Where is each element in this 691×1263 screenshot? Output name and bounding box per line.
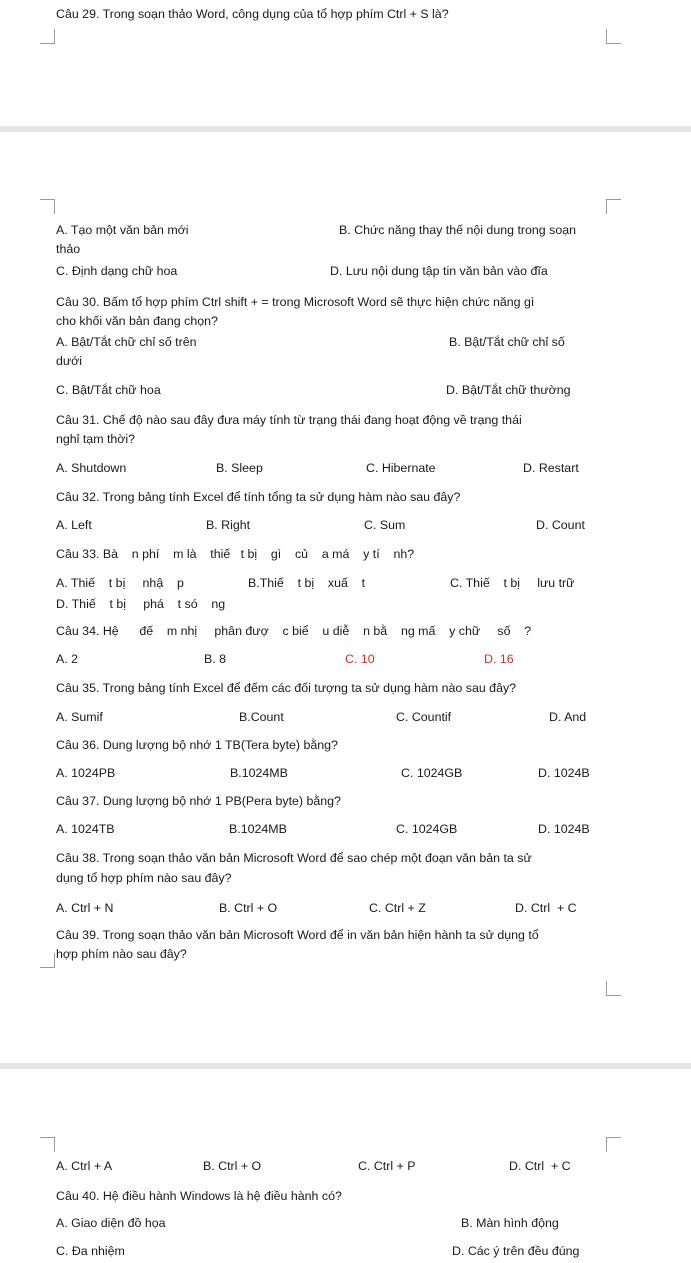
q39-option-d: D. Ctrl + C — [509, 1159, 571, 1173]
question-38-line1: Câu 38. Trong soạn thảo văn bản Microsoft Word để sao chép một đoạn văn bản ta sử — [56, 851, 532, 865]
q38-option-d: D. Ctrl + C — [515, 901, 577, 915]
q35-option-d: D. And — [549, 710, 587, 724]
q34-option-c: C. 10 — [345, 652, 375, 666]
q33-option-c: C. Thiế t bị lưu trữ — [450, 576, 575, 590]
q31-option-a: A. Shutdown — [56, 461, 127, 475]
question-31-line1: Câu 31. Chế độ nào sau đây đưa máy tính từ trạng thái đang hoạt động về trạng thái — [56, 413, 522, 427]
question-38-line2: dụng tổ hợp phím nào sau đây? — [56, 871, 232, 885]
question-29: Câu 29. Trong soạn thảo Word, công dụng của tổ hợp phím Ctrl + S là? — [56, 7, 449, 21]
question-40: Câu 40. Hệ điều hành Windows là hệ điều hành có? — [56, 1189, 342, 1203]
question-30-line1: Câu 30. Bấm tổ hợp phím Ctrl shift + = trong Microsoft Word sẽ thực hiện chức năng gì — [56, 295, 535, 309]
q29-option-d: D. Lưu nội dung tập tin văn bản vào đĩa — [330, 264, 548, 278]
q34-option-d: D. 16 — [484, 652, 514, 666]
q33-option-d: D. Thiế t bị phá t só ng — [56, 597, 226, 611]
q39-option-b: B. Ctrl + O — [203, 1159, 262, 1173]
question-33: Câu 33. Bà n phí m là thiế t bị gì củ a má y tí nh? — [56, 547, 415, 561]
q32-option-a: A. Left — [56, 518, 92, 532]
crop-mark — [40, 29, 55, 44]
q31-option-b: B. Sleep — [216, 461, 263, 475]
q35-option-b: B.Count — [239, 710, 284, 724]
crop-mark — [606, 199, 621, 214]
question-34: Câu 34. Hệ đế m nhị phân đượ c biể u diễ n bằ ng mấ y chữ số ? — [56, 624, 532, 638]
q30-option-c: C. Bật/Tắt chữ hoa — [56, 383, 161, 397]
q37-option-a: A. 1024TB — [56, 822, 115, 836]
crop-mark — [40, 1137, 55, 1152]
q40-option-b: B. Màn hình động — [461, 1216, 559, 1230]
crop-mark — [606, 1137, 621, 1152]
q30-option-b-continued: dưới — [56, 354, 83, 368]
q35-option-a: A. Sumif — [56, 710, 103, 724]
q30-option-d: D. Bật/Tắt chữ thường — [446, 383, 571, 397]
q29-option-b: B. Chức năng thay thế nội dung trong soạn — [339, 223, 576, 237]
q29-option-a-continued: thảo — [56, 242, 81, 256]
q29-option-c: C. Định dạng chữ hoa — [56, 264, 178, 278]
q40-option-a: A. Giao diện đồ họa — [56, 1216, 166, 1230]
q35-option-c: C. Countif — [396, 710, 452, 724]
q36-option-a: A. 1024PB — [56, 766, 116, 780]
crop-mark — [40, 199, 55, 214]
crop-mark — [606, 981, 621, 996]
question-39-line2: hợp phím nào sau đây? — [56, 947, 187, 961]
question-32: Câu 32. Trong bảng tính Excel để tính tổng ta sử dụng hàm nào sau đây? — [56, 490, 461, 504]
q38-option-c: C. Ctrl + Z — [369, 901, 426, 915]
q36-option-d: D. 1024B — [538, 766, 590, 780]
question-31-line2: nghỉ tạm thời? — [56, 432, 136, 446]
crop-mark — [40, 953, 55, 968]
q30-option-a: A. Bật/Tắt chữ chỉ số trên — [56, 335, 197, 349]
q29-option-a: A. Tạo một văn bản mới — [56, 223, 189, 237]
q36-option-c: C. 1024GB — [401, 766, 463, 780]
question-39-line1: Câu 39. Trong soạn thảo văn bản Microsoft Word để in văn bản hiện hành ta sử dụng tổ — [56, 928, 539, 942]
q39-option-c: C. Ctrl + P — [358, 1159, 416, 1173]
q31-option-d: D. Restart — [523, 461, 579, 475]
q38-option-a: A. Ctrl + N — [56, 901, 114, 915]
q31-option-c: C. Hibernate — [366, 461, 436, 475]
q33-option-a: A. Thiế t bị nhậ p — [56, 576, 184, 590]
crop-mark — [606, 29, 621, 44]
q32-option-c: C. Sum — [364, 518, 406, 532]
q38-option-b: B. Ctrl + O — [219, 901, 278, 915]
q37-option-d: D. 1024B — [538, 822, 590, 836]
page-separator — [0, 126, 691, 132]
q34-option-b: B. 8 — [204, 652, 227, 666]
q32-option-b: B. Right — [206, 518, 251, 532]
q40-option-d: D. Các ý trên đều đúng — [452, 1244, 580, 1258]
question-37: Câu 37. Dung lượng bộ nhớ 1 PB(Pera byte) bằng? — [56, 794, 341, 808]
question-30-line2: cho khối văn bản đang chọn? — [56, 314, 218, 328]
q34-option-a: A. 2 — [56, 652, 79, 666]
q30-option-b: B. Bật/Tắt chữ chỉ số — [449, 335, 565, 349]
q37-option-c: C. 1024GB — [396, 822, 458, 836]
q40-option-c: C. Đa nhiệm — [56, 1244, 125, 1258]
question-36: Câu 36. Dung lượng bộ nhớ 1 TB(Tera byte) bằng? — [56, 738, 338, 752]
q36-option-b: B.1024MB — [230, 766, 288, 780]
page-separator — [0, 1063, 691, 1069]
question-35: Câu 35. Trong bảng tính Excel để đếm các đối tượng ta sử dụng hàm nào sau đây? — [56, 681, 517, 695]
q39-option-a: A. Ctrl + A — [56, 1159, 113, 1173]
q37-option-b: B.1024MB — [229, 822, 287, 836]
q33-option-b: B.Thiế t bị xuấ t — [248, 576, 366, 590]
q32-option-d: D. Count — [536, 518, 585, 532]
